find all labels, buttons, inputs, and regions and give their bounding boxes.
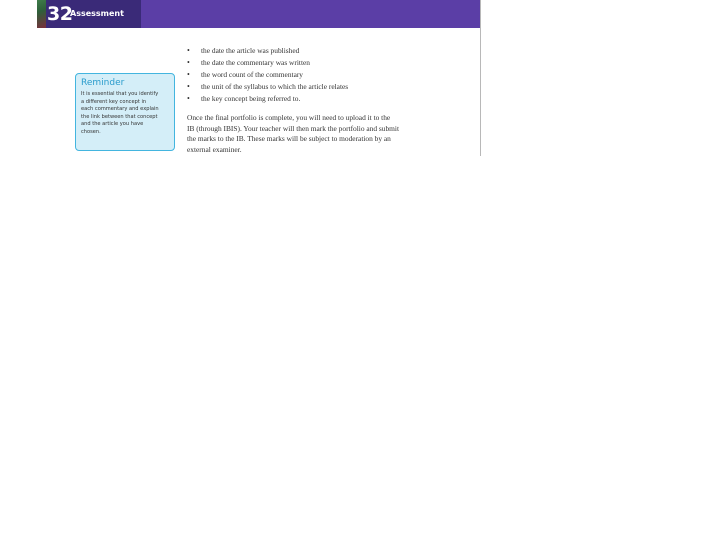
section-title: Assessment advice [70, 9, 124, 46]
bullet-item [187, 93, 348, 105]
reminder-line: each commentary and explain [81, 106, 159, 113]
reminder-title: Reminder [81, 78, 125, 88]
reminder-line: and the article you have [81, 121, 144, 128]
bullet-item [187, 45, 348, 57]
body-paragraph [187, 113, 437, 155]
reminder-box [75, 73, 175, 151]
bullet-text: the unit of the syllabus to which the article relates [201, 82, 349, 91]
page-number: 32 [47, 3, 73, 25]
page-header [37, 0, 481, 46]
bullet-text: the date the article was published [201, 46, 300, 55]
bullet-item [187, 81, 348, 93]
leaf-graphic [37, 0, 46, 28]
bullet-icon: • [187, 82, 190, 91]
reminder-line: the link between that concept [81, 113, 158, 120]
reminder-body [81, 91, 169, 137]
bullet-text: the date the commentary was written [201, 58, 310, 67]
page-edge-divider [480, 0, 481, 156]
reminder-line: chosen. [81, 128, 101, 135]
paragraph-line: external examiner. [187, 144, 242, 154]
bullet-text: the word count of the commentary [201, 70, 304, 79]
bullet-icon: • [187, 94, 190, 103]
bullet-text: the key concept being referred to. [201, 94, 301, 103]
bullet-icon: • [187, 46, 190, 55]
page-number-block [37, 0, 141, 46]
document-page [37, 0, 481, 156]
bullet-item [187, 69, 348, 81]
bullet-item [187, 57, 348, 69]
paragraph-line: the marks to the IB. These marks will be subject to moderation by an [187, 134, 391, 144]
bullet-icon: • [187, 70, 190, 79]
paragraph-line: IB (through IBIS). Your teacher will then mark the portfolio and submit [187, 123, 400, 133]
bullet-list [187, 45, 348, 105]
reminder-line: a different key concept in [81, 98, 147, 105]
bullet-icon: • [187, 58, 190, 67]
paragraph-line: Once the final portfolio is complete, you will need to upload it to the [187, 113, 391, 122]
reminder-line: It is essential that you identify [81, 91, 159, 97]
